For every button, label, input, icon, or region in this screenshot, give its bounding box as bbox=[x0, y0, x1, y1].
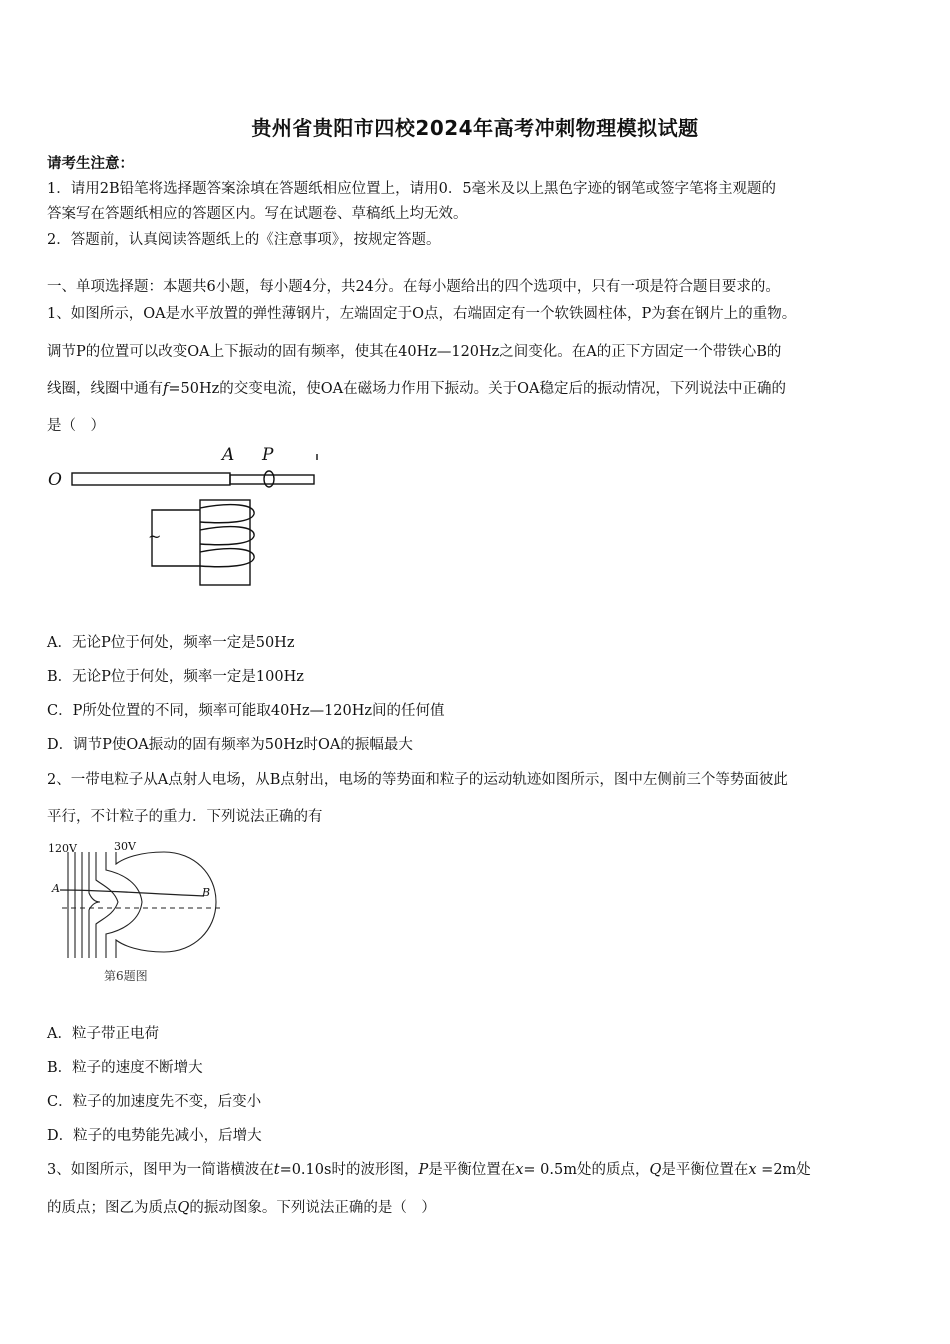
q2-option-c: C．粒子的加速度先不变，后变小 bbox=[47, 1094, 262, 1110]
notice-heading: 请考生注意： bbox=[47, 155, 134, 172]
ac-source-symbol: ~ bbox=[148, 527, 162, 546]
coil-winding-2 bbox=[200, 527, 254, 545]
q1-stem-line-4: 是（ ） bbox=[47, 418, 105, 434]
label-o: O bbox=[48, 470, 62, 490]
q1-option-a: A．无论P位于何处，频率一定是50Hz bbox=[47, 635, 295, 651]
label-p: P bbox=[262, 445, 274, 465]
iron-cylinder bbox=[230, 475, 314, 484]
q1-stem-line-1: 1、如图所示，OA是水平放置的弹性薄钢片，左端固定于O点，右端固定有一个软铁圆柱体，P为套在钢片上的重物。 bbox=[47, 306, 797, 322]
notice-item-1-line-1: 1．请用2B铅笔将选择题答案涂填在答题纸相应位置上，请用0．5毫米及以上黑色字迹的钢笔或签字笔将主观题的 bbox=[47, 181, 777, 197]
q2-option-a: A．粒子带正电荷 bbox=[47, 1026, 159, 1042]
steel-strip bbox=[72, 473, 230, 485]
label-30v: 30V bbox=[114, 840, 136, 853]
q2-stem-line-2: 平行，不计粒子的重力．下列说法正确的有 bbox=[47, 809, 323, 825]
notice-item-1-line-2: 答案写在答题纸相应的答题区内。写在试题卷、草稿纸上均无效。 bbox=[47, 206, 468, 222]
notice-item-2: 2．答题前，认真阅读答题纸上的《注意事项》，按规定答题。 bbox=[47, 232, 441, 248]
label-point-a: A bbox=[52, 882, 60, 895]
q1-option-b: B．无论P位于何处，频率一定是100Hz bbox=[47, 669, 304, 685]
section-heading: 一、单项选择题：本题共6小题，每小题4分，共24分。在每小题给出的四个选项中，只有一项是符合题目要求的。 bbox=[47, 279, 780, 295]
q2-figure bbox=[44, 838, 234, 988]
label-a: A bbox=[222, 445, 235, 465]
q1-option-c: C．P所处位置的不同，频率可能取40Hz—120Hz间的任何值 bbox=[47, 703, 445, 719]
q2-stem-line-1: 2、一带电粒子从A点射人电场，从B点射出，电场的等势面和粒子的运动轨迹如图所示，图中左侧前三个等势面彼此 bbox=[47, 772, 788, 788]
label-point-b: B bbox=[202, 886, 211, 899]
q2-option-d: D．粒子的电势能先减小，后增大 bbox=[47, 1128, 262, 1144]
equipotential-5 bbox=[96, 852, 118, 958]
equipotential-7 bbox=[116, 852, 216, 958]
coil-winding-3 bbox=[200, 549, 254, 567]
equipotential-6 bbox=[106, 852, 142, 958]
q1-stem-line-2: 调节P的位置可以改变OA上下振动的固有频率，使其在40Hz—120Hz之间变化。在A的正下方固定一个带铁心B的 bbox=[47, 344, 782, 360]
q2-option-b: B．粒子的速度不断增大 bbox=[47, 1060, 203, 1076]
q1-figure bbox=[40, 438, 340, 598]
q1-option-d: D．调节P使OA振动的固有频率为50Hz时OA的振幅最大 bbox=[47, 737, 413, 753]
equipotential-4 bbox=[89, 852, 100, 958]
q1-stem-line-3: 线圈，线圈中通有f=50Hz的交变电流，使OA在磁场力作用下振动。关于OA稳定后的振动情况，下列说法中正确的 bbox=[47, 381, 786, 397]
q3-stem-line-1: 3、如图所示，图甲为一简谐横波在t=0.10s时的波形图，P是平衡位置在x= 0.5m处的质点，Q是平衡位置在x =2m处 bbox=[47, 1162, 811, 1178]
label-120v: 120V bbox=[48, 842, 77, 855]
figure-caption: 第6题图 bbox=[104, 969, 148, 983]
page-title: 贵州省贵阳市四校2024年高考冲刺物理模拟试题 bbox=[251, 116, 699, 140]
coil-winding-1 bbox=[200, 505, 254, 523]
q3-stem-line-2: 的质点；图乙为质点Q的振动图象。下列说法正确的是（ ） bbox=[47, 1200, 436, 1216]
